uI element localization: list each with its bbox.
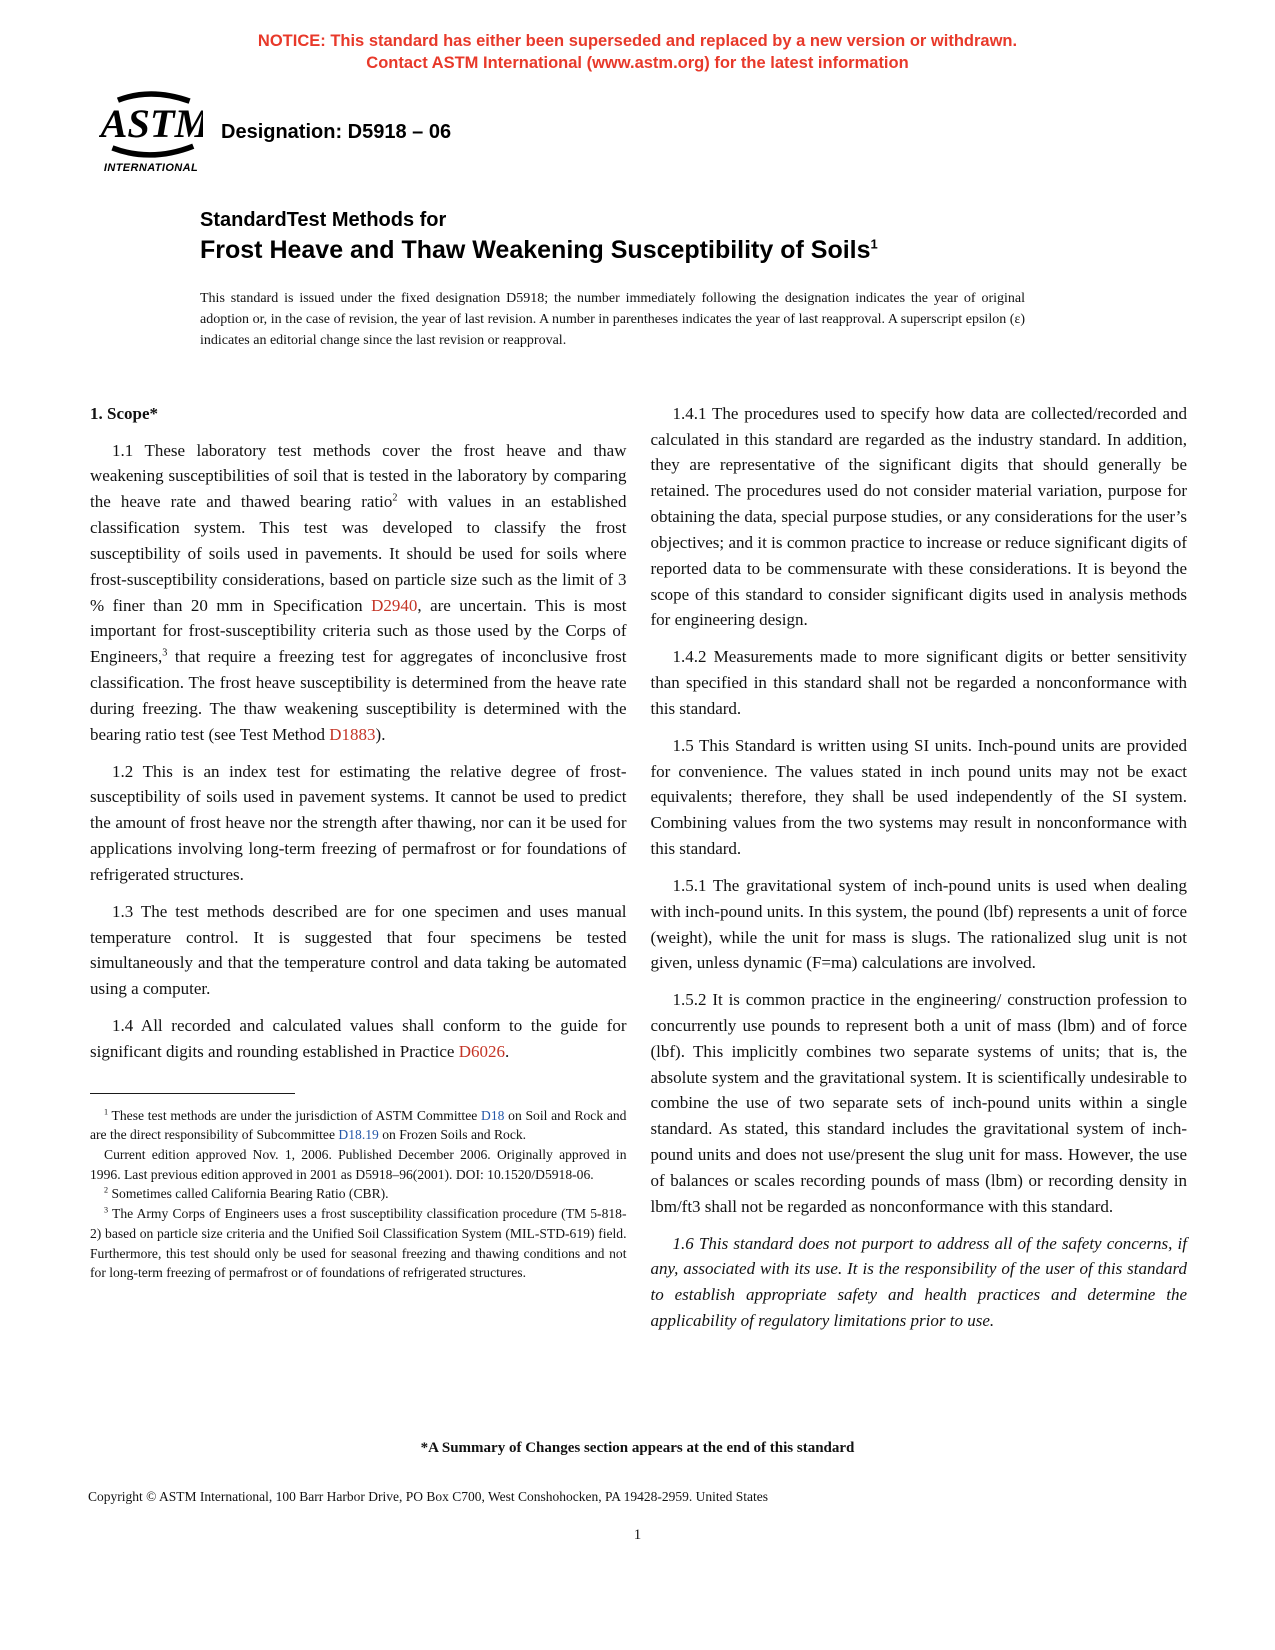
text-segment: These test methods are under the jurisdiction of ASTM Committee: [108, 1107, 481, 1123]
astm-logo-icon: [99, 91, 203, 159]
footnote-1-continued: [90, 1145, 627, 1184]
title-kicker: StandardTest Methods for: [200, 208, 447, 231]
paragraph-1-3: [90, 899, 627, 1002]
paragraph-1-4: [90, 1013, 627, 1065]
body-columns: [90, 401, 1187, 1334]
section-heading-scope: 1. Scope*: [90, 403, 158, 423]
doc-ref-link-d18.19[interactable]: D18.19: [338, 1127, 379, 1143]
footnote-1: [90, 1106, 627, 1145]
text-segment: 1.1 These laboratory test methods cover the frost heave and thaw weakening susceptibilities of soil that is tested in the laboratory by comparing the heave rate and thawed bearing ratio: [90, 440, 627, 512]
footnotes: [90, 1106, 627, 1283]
doc-ref-link-d1883[interactable]: D1883: [329, 724, 376, 744]
paragraph-1-6: [651, 1231, 1188, 1334]
page-number: 1: [633, 1527, 642, 1543]
footnote-3: [90, 1204, 627, 1283]
title-block: [200, 208, 1187, 266]
footnote-ref: 3: [104, 1205, 109, 1215]
footnote-ref: 3: [162, 647, 168, 659]
text-segment: that require a freezing test for aggregates of inconclusive frost classification. The frost heave susceptibility is determined from the heave rate during freezing. The thaw weakening susceptibility is determined with the bearing ratio test (see Test Method: [90, 647, 627, 744]
text-segment: 1.6 This standard does not purport to address all of the safety concerns, if any, associated with its use. It is the responsibility of the user of this standard to establish appropriate safety and health practices and determine the applicability of regulatory limitations prior to use.: [650, 1233, 1187, 1331]
doc-ref-link-d6026[interactable]: D6026: [458, 1041, 506, 1061]
paragraph-1-2: [90, 759, 627, 888]
paragraph-1-1: [90, 438, 627, 748]
footnote-ref: 2: [392, 492, 398, 504]
paragraph-1-5-1: [651, 873, 1188, 976]
text-segment: ).: [375, 724, 386, 744]
left-column: [90, 401, 627, 1334]
svg-text:ASTM: ASTM: [100, 100, 203, 146]
text-segment: , are uncertain. This is most important for frost-susceptibility criteria such as those used by the Corps of Engineers,: [90, 595, 627, 667]
text-segment: 1.3 The test methods described are for one specimen and uses manual temperature control. It is suggested that four specimens be tested simultaneously and that the temperature control and data taking be automated using a computer.: [90, 901, 627, 999]
text-segment: Sometimes called California Bearing Ratio (CBR).: [108, 1186, 389, 1202]
footnote-divider: [90, 1093, 295, 1094]
text-segment: .: [505, 1041, 510, 1061]
astm-logo: [95, 91, 207, 174]
paragraph-1-4-2: [651, 644, 1188, 721]
footnote-2: [90, 1184, 627, 1204]
doc-ref-link-d2940[interactable]: D2940: [371, 595, 418, 615]
page-title: [200, 235, 1187, 266]
footnote-ref: 2: [104, 1185, 109, 1195]
title-footnote-ref: 1: [870, 236, 878, 252]
summary-of-changes-note: *A Summary of Changes section appears at the end of this standard: [420, 1440, 855, 1456]
text-segment: Current edition approved Nov. 1, 2006. Published December 2006. Originally approved in 1996. Last previous edition approved in 2001 as D5918–96(2001). DOI: 10.1520/D5918-06.: [90, 1147, 627, 1182]
logo-subtitle: INTERNATIONAL: [103, 161, 199, 174]
text-segment: on Soil and Rock and are the direct responsibility of Subcommittee: [90, 1107, 627, 1143]
text-segment: 1.5 This Standard is written using SI units. Inch-pound units are provided for convenience. The values stated in inch pound units may not be exact equivalents; therefore, they shall be used independently of the SI system. Combining values from the two systems may result in nonconformance with this standard.: [650, 735, 1187, 859]
superseded-notice: [0, 0, 1275, 75]
text-segment: with values in an established classification system. This test was developed to classify the frost susceptibility of soils used in pavements. It should be used for soils where frost-susceptibility considerations, based on particle size such as the limit of 3 % finer than 20 mm in Specification: [90, 492, 627, 615]
footnote-ref: 1: [104, 1107, 109, 1117]
issuance-note: This standard is issued under the fixed designation D5918; the number immediately following the designation indicates the year of original adoption or, in the case of revision, the year of last revision. A number in parentheses indicates the year of last reapproval. A superscript epsilon (ε) indicates an editorial change since the last revision or reapproval.: [200, 290, 1025, 348]
notice-line-2: Contact ASTM International (www.astm.org) for the latest information: [366, 54, 909, 73]
text-segment: 1.2 This is an index test for estimating the relative degree of frost-susceptibility of soils used in pavement systems. It cannot be used to predict the amount of frost heave nor the strength after thawing, nor can it be used for applications involving long-term freezing of permafrost or for foundations of refrigerated structures.: [90, 761, 627, 884]
doc-ref-link-d18[interactable]: D18: [481, 1107, 505, 1123]
copyright-line: Copyright © ASTM International, 100 Barr Harbor Drive, PO Box C700, West Conshohocken, PA 19428-2959. United States: [88, 1489, 769, 1504]
paragraph-1-5: [651, 733, 1188, 862]
notice-line-1: NOTICE: This standard has either been superseded and replaced by a new version or withdrawn.: [257, 32, 1018, 50]
text-segment: The Army Corps of Engineers uses a frost susceptibility classification procedure (TM 5-818-2) based on particle size criteria and the Unified Soil Classification System (MIL-STD-619) field. Furthermore, this test should only be used for seasonal freezing and thawing conditions and not for long-term freezing of permafrost or of foundations of refrigerated structures.: [90, 1206, 627, 1281]
designation: Designation: D5918 – 06: [221, 120, 452, 143]
right-column: [651, 401, 1188, 1334]
text-segment: 1.5.2 It is common practice in the engineering/ construction profession to concurrently use pounds to represent both a unit of mass (lbm) and of force (lbf). This implicitly combines two separate systems of units; that is, the absolute system and the gravitational system. It is scientifically undesirable to combine the use of two separate sets of inch-pound units within a single standard. As stated, this standard includes the gravitational system of inch-pound units and does not use/present the slug unit for mass. However, the use of balances or scales recording pounds of mass (lbm) or recording density in lbm/ft3 shall not be regarded as nonconformance with this standard.: [650, 990, 1187, 1216]
document-header: [95, 91, 1275, 174]
text-segment: 1.4.1 The procedures used to specify how data are collected/recorded and calculated in this standard are regarded as the industry standard. In addition, they are representative of the significant digits that should generally be retained. The procedures used do not consider material variation, purpose for obtaining the data, special purpose studies, or any considerations for the user’s objectives; and it is common practice to increase or reduce significant digits of reported data to be commensurate with these considerations. It is beyond the scope of this standard to consider significant digits used in analysis methods for engineering design.: [650, 403, 1187, 630]
text-segment: 1.5.1 The gravitational system of inch-pound units is used when dealing with inch-pound units. In this system, the pound (lbf) represents a unit of force (weight), while the unit for mass is slugs. The rationalized slug unit is not given, unless dynamic (F=ma) calculations are involved.: [650, 875, 1187, 973]
text-segment: on Frozen Soils and Rock.: [378, 1127, 527, 1143]
text-segment: 1.4 All recorded and calculated values shall conform to the guide for significant digits and rounding established in Practice: [90, 1016, 627, 1061]
paragraph-1-5-2: [651, 987, 1188, 1219]
paragraph-1-4-1: [651, 401, 1188, 633]
title-text: Frost Heave and Thaw Weakening Susceptibility of Soils: [200, 235, 871, 264]
text-segment: 1.4.2 Measurements made to more significant digits or better sensitivity than specified in this standard shall not be regarded a nonconformance with this standard.: [650, 647, 1187, 718]
